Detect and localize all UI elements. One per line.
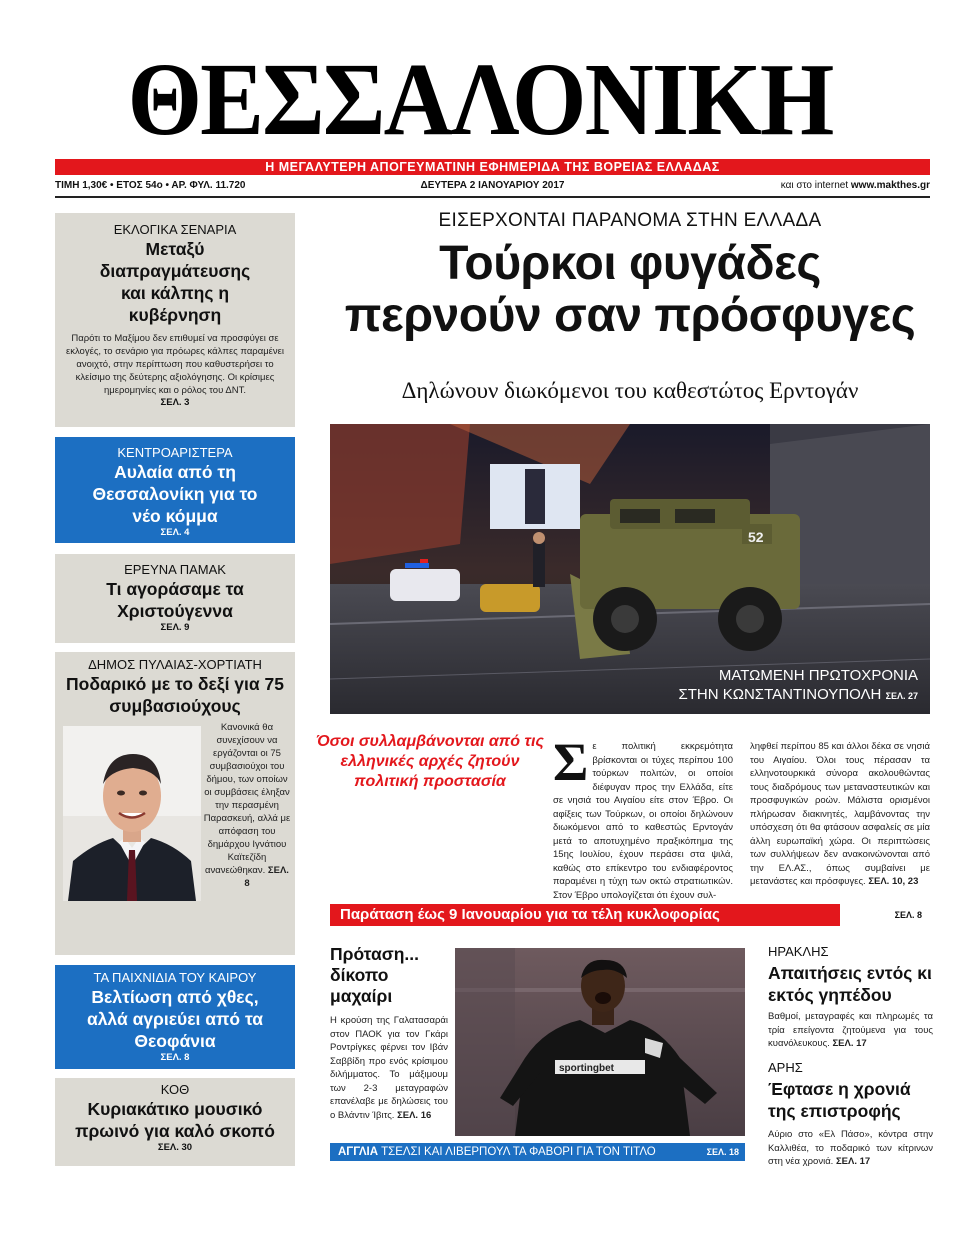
lead-photo-caption (678, 666, 918, 706)
masthead-tagline: Η ΜΕΓΑΛΥΤΕΡΗ ΑΠΟΓΕΥΜΑΤΙΝΗ ΕΦΗΜΕΡΙΔΑ ΤΗΣ ΒΟΡΕΙΑΣ ΕΛΛΑΔΑΣ (55, 159, 930, 175)
lead-photo[interactable] (330, 424, 930, 714)
vehicle-plate-number: 52 (748, 529, 764, 545)
jersey-sponsor-text: sportingbet (559, 1063, 614, 1074)
aris-section: ΑΡΗΣ (768, 1060, 803, 1075)
lead-column-2-text: ληφθεί περίπου 85 και άλλοι δέκα σε νησιά του Αιγαίου. Όλοι τους πέρασαν τα ελληνοτουρκικά σύνορα ακολουθώντας τους διαδρόμους των μεταναστευτικών και προσφυγικών ροών. Μάλιστα ορισμένοι πλήρωσαν διακινητές, λαμβάνοντας την υπόσχεση ότι θα φτάσουν ασφαλείς σε μία άλλη ευρωπαϊκή χώρα. Οι περιπτώσεις των συλλήψεων δεν ανακοινώνονται από την ΕΛ.ΑΣ., όπως συμβαίνει με μετανάστες και πρόσφυγες. (750, 741, 930, 887)
sidebar-story-municipality[interactable] (55, 652, 295, 955)
england-page-ref: ΣΕΛ. 18 (706, 1147, 739, 1157)
lead-kicker: ΕΙΣΕΡΧΟΝΤΑΙ ΠΑΡΑΝΟΜΑ ΣΤΗΝ ΕΛΛΑΔΑ (438, 210, 822, 231)
iraklis-headline[interactable]: Απαιτήσεις εντός κι εκτός γηπέδου (768, 963, 932, 1005)
lead-headline-line-2: περνούν σαν πρόσφυγες (344, 289, 916, 342)
website[interactable] (781, 179, 930, 193)
road-tax-headline: Παράταση έως 9 Ιανουαρίου για τα τέλη κυκλοφορίας (330, 904, 840, 926)
story-section: ΕΚΛΟΓΙΚΑ ΣΕΝΑΡΙΑ (113, 222, 237, 237)
iraklis-page-ref: ΣΕΛ. 17 (832, 1038, 867, 1049)
lead-page-ref: ΣΕΛ. 10, 23 (868, 876, 919, 887)
lead-dropcap: Σ (553, 732, 589, 792)
masthead-title: ΘΕΣΣΑΛΟΝΙΚΗ (127, 42, 833, 157)
story-page-ref: ΣΕΛ. 4 (160, 527, 190, 538)
lead-pull-quote: Όσοι συλλαμβάνονται από τις ελληνικές αρχές ζητούν πολιτική προστασία (316, 733, 544, 790)
mayor-photo (63, 726, 201, 901)
sidebar-story-centre-left[interactable] (55, 437, 295, 543)
website-prefix: και στο internet (780, 180, 849, 191)
story-headline[interactable]: Τι αγοράσαμε τα Χριστούγεννα (106, 579, 244, 621)
story-section: ΕΡΕΥΝΑ ΠΑΜΑΚ (124, 562, 226, 577)
footballer-photo[interactable] (455, 948, 745, 1136)
issue-info-bar (55, 179, 930, 193)
issue-price: ΤΙΜΗ 1,30€ • ΕΤΟΣ 54ο • ΑΡ. ΦΥΛ. 11.720 (55, 180, 246, 191)
story-headline[interactable]: Βελτίωση από χθες, αλλά αγριεύει από τα Θεοφάνια (86, 987, 264, 1051)
photo-caption-page-ref: ΣΕΛ. 27 (885, 691, 918, 701)
england-bar[interactable] (330, 1143, 745, 1161)
photo-caption-line-2: ΣΤΗΝ ΚΩΝΣΤΑΝΤΙΝΟΥΠΟΛΗ (678, 686, 882, 703)
story-section: ΤΑ ΠΑΙΧΝΙΔΙΑ ΤΟΥ ΚΑΙΡΟΥ (93, 970, 257, 985)
story-headline[interactable]: Ποδαρικό με το δεξί για 75 συμβασιούχους (66, 674, 284, 716)
story-body (203, 721, 291, 890)
iraklis-body-text: Βαθμοί, μεταγραφές και πληρωμές τα τρία επείγοντα ζητούμενα για τους κυανόλευκους. (768, 1011, 933, 1049)
story-body-text: Κανονικά θα συνεχίσουν να εργάζονται οι 75 συμβασιούχοι του δήμου, των οποίων οι συμβάσεις έληξαν την περασμένη Παρασκευή, αλλά με απόφαση του δημάρχου Ιγνάτιου Καϊτεζίδη ανανεώθηκαν. (203, 722, 291, 876)
england-headline: ΤΣΕΛΣΙ ΚΑΙ ΛΙΒΕΡΠΟΥΛ ΤΑ ΦΑΒΟΡΙ ΓΙΑ ΤΟΝ ΤΙΤΛΟ (381, 1146, 656, 1158)
sidebar-story-koth[interactable] (55, 1078, 295, 1166)
aris-body-text: Αύριο στο «Ελ Πάσο», κόντρα στην Καλλιθέα, το ποδαρικό των κίτρινων στη νέα χρονιά. (768, 1129, 933, 1167)
lead-headline[interactable] (315, 238, 945, 342)
story-page-ref: ΣΕΛ. 8 (244, 865, 289, 889)
paok-body-text: Η κρούση της Γαλατασαράι στον ΠΑΟΚ για τον Γκάρι Ροντρίγκες φέρνει τον Ιβάν Σαββίδη προ ενός κρίσιμου διλήμματος. Το μάξιμουμ των 2-3 μεταγραφών επανέλαβε με δηλώσεις του ο Βλάντιν Ίβιτς. (330, 1015, 448, 1121)
iraklis-section: ΗΡΑΚΛΗΣ (768, 944, 829, 959)
aris-headline[interactable]: Έφτασε η χρονιά της επιστροφής (768, 1079, 911, 1121)
road-tax-bar[interactable] (330, 904, 930, 926)
story-page-ref: ΣΕΛ. 30 (157, 1142, 193, 1153)
aris-page-ref: ΣΕΛ. 17 (835, 1156, 871, 1167)
sidebar-story-survey[interactable] (55, 554, 295, 643)
story-section: ΚΟΘ (160, 1082, 190, 1097)
story-page-ref: ΣΕΛ. 3 (160, 397, 190, 408)
paok-headline[interactable]: Πρόταση... δίκοπο μαχαίρι (330, 944, 419, 1006)
paok-body (330, 1014, 448, 1122)
lead-headline-line-1: Τούρκοι φυγάδες (439, 237, 821, 290)
story-page-ref: ΣΕΛ. 8 (160, 1052, 190, 1063)
story-section: ΚΕΝΤΡΟΑΡΙΣΤΕΡΑ (117, 445, 233, 460)
photo-caption-line-1: ΜΑΤΩΜΕΝΗ ΠΡΩΤΟΧΡΟΝΙΑ (718, 667, 918, 684)
header-rule (55, 196, 930, 198)
story-section: ΔΗΜΟΣ ΠΥΛΑΙΑΣ-ΧΟΡΤΙΑΤΗ (88, 657, 262, 672)
paok-page-ref: ΣΕΛ. 16 (397, 1109, 432, 1121)
story-body: Παρότι το Μαξίμου δεν επιθυμεί να προσφύγει σε εκλογές, το σενάριο για πρόωρες κάλπες παραμένει ανοιχτό, στην περίπτωση που καθυστερήσει το κλείσιμο της δεύτερης αξιολόγησης. Οι κρίσιμες ημερομηνίες και ο ρόλος του ΔΝΤ. (65, 333, 285, 396)
lead-column-1 (553, 732, 733, 902)
iraklis-body (768, 1010, 933, 1051)
sidebar-story-elections[interactable] (55, 213, 295, 427)
lead-column-1-text: ε πολιτική εκκρεμότητα βρίσκονται οι τύχες περίπου 100 τούρκων πολιτών, οι οποίοι διέφυγαν προς την Ελλάδα, είτε σε νησιά του Αιγαίου είτε στον Έβρο. Οι αφίξεις των Τούρκων, οι οποίοι δηλώνουν διωκόμενοι από το καθεστώς Ερντογάν μετά το αποτυχημένο πραξικόπημα της 15ης Ιουλίου, έχουν περάσει στα ψιλά, καθώς στο επίκεντρο του ενδιαφέροντος παραμένει η τύχη των οκτώ στρατιωτικών. Στον Έβρο υπολογίζεται ότι έχουν συλ- (553, 741, 733, 901)
story-headline[interactable]: Κυριακάτικο μουσικό πρωινό για καλό σκοπό (75, 1099, 275, 1141)
road-tax-page-ref: ΣΕΛ. 8 (894, 910, 922, 920)
sidebar-story-weather[interactable] (55, 965, 295, 1069)
website-url[interactable]: www.makthes.gr (850, 180, 930, 191)
story-headline[interactable]: Αυλαία από τη Θεσσαλονίκη για το νέο κόμμα (92, 462, 258, 526)
lead-subhead: Δηλώνουν διωκόμενοι του καθεστώτος Ερντογάν (401, 378, 859, 403)
issue-date: ΔΕΥΤΕΡΑ 2 ΙΑΝΟΥΑΡΙΟΥ 2017 (420, 180, 565, 191)
aris-body (768, 1128, 933, 1169)
lead-column-2 (750, 740, 930, 889)
england-label: ΑΓΓΛΙΑ (338, 1146, 379, 1158)
story-page-ref: ΣΕΛ. 9 (160, 622, 190, 633)
story-headline[interactable]: Μεταξύ διαπραγμάτευσης και κάλπης η κυβέρνηση (99, 239, 251, 325)
